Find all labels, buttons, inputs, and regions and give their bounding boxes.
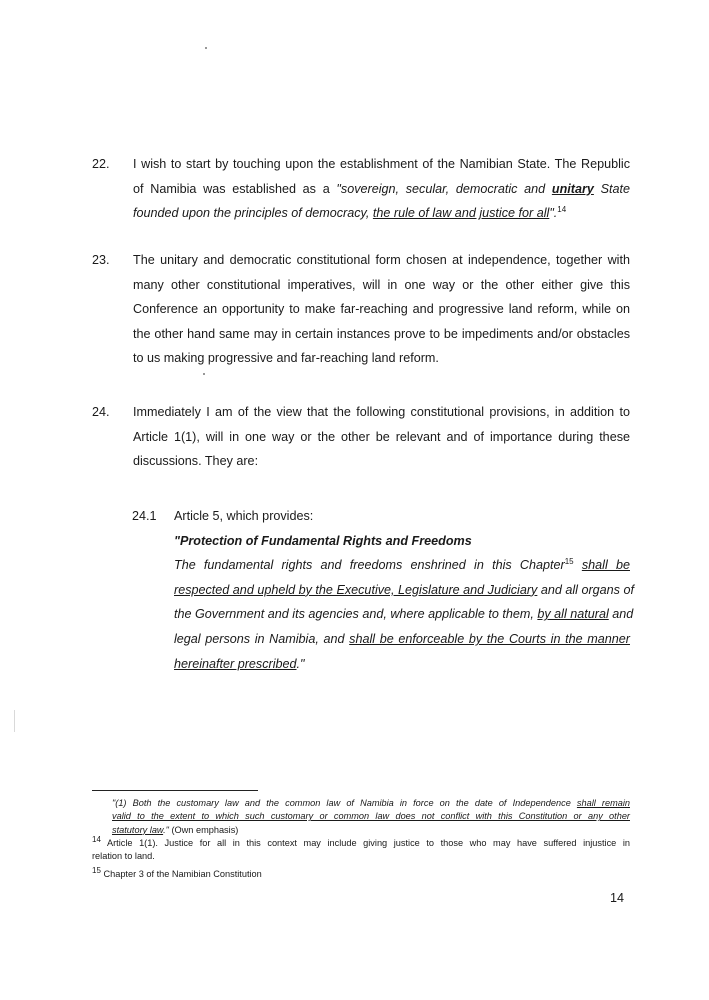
footnote-separator [92,790,258,791]
paragraph-23 [92,248,630,371]
text-line: to us making progressive and far-reaching land reform. [133,351,439,366]
scan-speck [205,47,207,49]
text-line: Article 1(1), will in one way or the other be relevant and of importance during these [133,429,630,444]
page-number: 14 [610,891,625,905]
text-line: founded upon the principles of democracy, the rule of law and justice for all".$^{14}$ [133,205,567,221]
paragraph-22 [92,152,630,226]
paragraph-number: 24. [92,405,110,419]
subparagraph-body [174,504,634,676]
emphasis-rule-of-law: the rule of law and justice for all [372,206,550,221]
text-line: I wish to start by touching upon the establishment of the Namibian State. The Republic [133,157,630,171]
footnote-line: $^{14}$ Article 1(1). Justice for all in this context may include giving justice to those who may have suffered injustice in [92,834,630,848]
paragraph-number: 23. [92,253,110,267]
text-line: Article 5, which provides: [174,509,314,523]
footnote-line: statutory law." (Own emphasis) [112,824,239,835]
footnote-continuation [92,797,630,837]
footnote-ref-14: 14 [557,205,567,214]
footnote-line: $^{15}$ Chapter 3 of the Namibian Constitution [92,865,262,879]
text-line: of Namibia was established as a "sovereign, secular, democratic and unitary State [133,181,630,196]
subparagraph-24-1 [132,504,634,676]
footnote-line: "(1) Both the customary law and the common law of Namibia in force on the date of Independence shall remain [112,798,630,808]
footnote-ref-15: 15 [564,557,574,566]
footnote-line: relation to land. [92,851,155,862]
text-line: many other constitutional imperatives, will in one way or the other either give this [133,277,630,292]
paragraph-body [133,400,630,474]
paragraph-24 [92,400,630,474]
paragraph-number: 22. [92,157,110,171]
paragraph-body [133,248,630,371]
text-line: legal persons in Namibia, and shall be enforceable by the Courts in the manner [174,631,630,646]
text-line: the other hand same may in certain instances prove to be impediments and/or obstacles [133,326,630,341]
text-line: The fundamental rights and freedoms enshrined in this Chapter$^{15}$ shall be [174,557,630,573]
text-line: The unitary and democratic constitutional form chosen at independence, together with [133,253,630,267]
text-line: the Government and its agencies and, where applicable to them, by all natural and [174,607,634,622]
text-line: Conference an opportunity to make far-reaching and progressive land reform, while on [133,302,630,317]
footnote-line: valid to the extent to which such customary or common law does not conflict with this Constitution or any other [112,811,630,822]
text-line: hereinafter prescribed." [174,656,305,671]
footnote-marker: 14 [92,834,101,844]
subparagraph-number: 24.1 [132,509,157,523]
paragraph-body [133,152,630,226]
scan-speck [203,373,205,375]
footnote-14 [92,834,630,864]
emphasis-unitary: unitary [551,181,594,196]
quoted-heading: "Protection of Fundamental Rights and Freedoms [174,533,472,548]
text-line: Immediately I am of the view that the following constitutional provisions, in addition to [133,405,630,419]
scan-edge-mark [14,710,15,732]
footnote-15 [92,865,630,881]
footnote-marker: 15 [92,865,101,875]
text-line: discussions. They are: [133,454,259,469]
text-line: respected and upheld by the Executive, Legislature and Judiciary and all organs of [174,582,634,597]
